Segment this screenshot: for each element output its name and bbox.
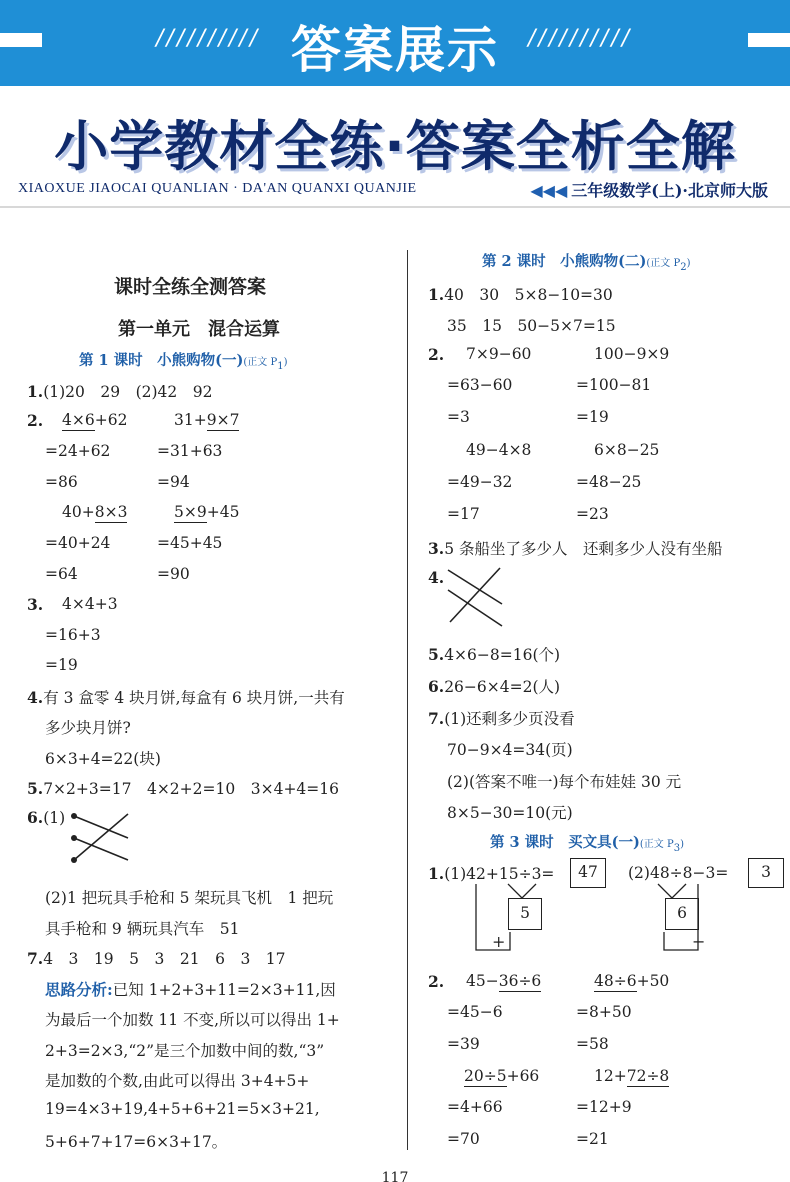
- analysis-line5: 19=4×3+19,4+5+6+21=5×3+21,: [45, 1100, 320, 1118]
- left-q6-line2: 具手枪和 9 辆玩具汽车 51: [45, 920, 240, 938]
- left-q2-expr4: [174, 503, 239, 521]
- left-q6: [27, 808, 65, 827]
- right-q7-line3: (2)(答案不唯一)每个布娃娃 30 元: [447, 773, 682, 791]
- left-q2-step: =31+63: [157, 442, 223, 460]
- left-q5: [27, 777, 339, 799]
- right-q3: [428, 537, 722, 559]
- right-q2-step: =63−60: [447, 376, 513, 394]
- right-l3-q2-step: =45−6: [447, 1003, 503, 1021]
- right-q1-line2: 35 15 50−5×7=15: [447, 317, 616, 335]
- left-q4: [27, 686, 345, 708]
- intermediate-box: 6: [665, 898, 699, 930]
- right-l3-q2-step: =8+50: [576, 1003, 632, 1021]
- left-q2-step: =94: [157, 473, 190, 491]
- left-q7: [27, 947, 286, 969]
- expr-part: 45−: [466, 972, 499, 990]
- right-q2-step: =3: [447, 408, 470, 426]
- left-q3-step: 4×4+3: [62, 595, 118, 613]
- expr-part: (1)42+15÷3=: [444, 865, 555, 883]
- right-l3-q2-number: 2.: [428, 972, 445, 991]
- expr-part: +50: [636, 972, 670, 990]
- question-number: 1.: [428, 864, 445, 883]
- question-number: 5.: [428, 645, 445, 664]
- right-l3-q2-step: =4+66: [447, 1098, 503, 1116]
- left-q2-step: =86: [45, 473, 78, 491]
- right-q2-step: =17: [447, 505, 480, 523]
- left-q2-step: =90: [157, 565, 190, 583]
- right-l3-q2-step: =70: [447, 1130, 480, 1148]
- lesson-3-heading: [490, 831, 684, 854]
- question-number: 7.: [428, 709, 445, 728]
- question-number: 7.: [27, 949, 44, 968]
- left-q3-number: 3.: [27, 595, 44, 614]
- right-q7-line4: 8×5−30=10(元): [447, 804, 573, 822]
- left-q2-step: =64: [45, 565, 78, 583]
- answer-banner: [0, 0, 790, 86]
- result-box: 3: [748, 858, 784, 888]
- lesson-2-ref-page: 2: [680, 261, 687, 273]
- page-number: 117: [381, 1170, 409, 1182]
- right-l3-q2-step: =39: [447, 1035, 480, 1053]
- left-q2-expr3: [62, 503, 127, 521]
- operator-minus: −: [692, 932, 706, 951]
- lesson-2-ref: (正文 P: [646, 258, 681, 269]
- lesson-1-ref: (正文 P: [243, 357, 278, 368]
- analysis-line6: 5+6+7+17=6×3+17。: [45, 1133, 228, 1151]
- header-divider: [0, 206, 790, 208]
- answer-text: 4×6−8=16(个): [444, 646, 561, 664]
- right-l3-q1-part2: (2)48÷8−3=: [628, 864, 729, 882]
- banner-left-slashes: //////////: [156, 26, 261, 51]
- left-q2-step: =45+45: [157, 534, 223, 552]
- right-q5: [428, 643, 560, 665]
- question-number: 6.: [27, 808, 44, 827]
- right-q2-step: =48−25: [576, 473, 642, 491]
- right-q1: [428, 283, 613, 305]
- right-q7: [428, 707, 575, 729]
- right-q2-step: =49−32: [447, 473, 513, 491]
- expr-part: 12+: [594, 1067, 627, 1085]
- left-q2-number: 2.: [27, 411, 44, 430]
- right-q4-number: 4.: [428, 568, 445, 587]
- underlined-step: 48÷6: [594, 972, 637, 990]
- answer-text: 7×2+3=17 4×2+2=10 3×4+4=16: [43, 780, 339, 798]
- right-l3-q2-expr2: [594, 972, 669, 990]
- underlined-step: 72÷8: [626, 1067, 670, 1085]
- underlined-step: 8×3: [94, 503, 128, 521]
- left-q2-expr1: [62, 411, 127, 429]
- expr-part: +62: [94, 411, 128, 429]
- question-number: 1.: [27, 382, 44, 401]
- underlined-step: 36÷6: [498, 972, 542, 990]
- grade-label: [530, 178, 768, 201]
- analysis-line2: 为最后一个加数 11 不变,所以可以得出 1+: [45, 1011, 340, 1029]
- right-l3-q2-step: =58: [576, 1035, 609, 1053]
- question-number: 5.: [27, 779, 44, 798]
- right-q2-step: 7×9−60: [466, 345, 532, 363]
- expr-part: 31+: [174, 411, 207, 429]
- right-q7-line2: 70−9×4=34(页): [447, 741, 573, 759]
- unit-title: 第一单元 混合运算: [118, 319, 280, 340]
- left-q2-step: =24+62: [45, 442, 111, 460]
- right-q2-number: 2.: [428, 345, 445, 364]
- banner-title: 答案展示: [291, 21, 499, 79]
- lesson-2-ref-end: ): [686, 258, 691, 269]
- right-l3-q2-step: =21: [576, 1130, 609, 1148]
- analysis-line4: 是加数的个数,由此可以得出 3+4+5+: [45, 1072, 310, 1090]
- right-l3-q2-step: =12+9: [576, 1098, 632, 1116]
- left-q4-line2: 多少块月饼?: [45, 719, 131, 737]
- underlined-step: 5×9: [174, 503, 207, 521]
- book-title: 小学教材全练·答案全析全解: [54, 115, 736, 178]
- left-q2-expr2: [174, 411, 239, 429]
- column-divider: [407, 250, 408, 1150]
- result-box: 47: [570, 858, 606, 888]
- lesson-3-title: 第 3 课时 买文具(一): [490, 834, 640, 851]
- answer-text: 40 30 5×8−10=30: [444, 286, 613, 304]
- matching-lines-drawing: [446, 566, 506, 628]
- left-q1: [27, 380, 213, 402]
- left-q3-step: =19: [45, 656, 78, 674]
- lesson-2-heading: [482, 250, 691, 273]
- banner-right-slashes: //////////: [528, 26, 633, 51]
- answer-text: 5 条船坐了多少人 还剩多少人没有坐船: [444, 540, 723, 558]
- right-q6: [428, 675, 560, 697]
- lesson-1-ref-end: ): [283, 357, 288, 368]
- right-l3-q1: [428, 864, 554, 883]
- matching-lines-drawing: [66, 808, 140, 870]
- analysis-line1: [45, 978, 336, 1000]
- right-q2-step: 49−4×8: [466, 441, 532, 459]
- right-q2-step: =19: [576, 408, 609, 426]
- analysis-line3: 2+3=2×3,“2”是三个加数中间的数,“3”: [45, 1042, 325, 1060]
- lesson-1-title: 第 1 课时 小熊购物(一): [79, 352, 244, 369]
- intermediate-box: 5: [508, 898, 542, 930]
- right-l3-q2-expr1: [466, 972, 541, 990]
- underlined-step: 20÷5: [464, 1067, 507, 1085]
- lesson-2-title: 第 2 课时 小熊购物(二): [482, 253, 647, 270]
- lesson-1-ref-page: 1: [277, 360, 284, 372]
- answer-text: (1)还剩多少页没看: [444, 710, 575, 728]
- expr-part: 40+: [62, 503, 95, 521]
- expr-part: +45: [206, 503, 240, 521]
- right-l3-q2-expr4: [594, 1067, 669, 1085]
- left-q6-line1: (2)1 把玩具手枪和 5 架玩具飞机 1 把玩: [45, 889, 334, 907]
- lesson-3-ref-page: 3: [673, 842, 681, 854]
- answer-text: (1)20 29 (2)42 92: [43, 383, 213, 401]
- book-pinyin: XIAOXUE JIAOCAI QUANLIAN · DA'AN QUANXI QUANJIE: [18, 181, 417, 196]
- left-q4-line3: 6×3+4=22(块): [45, 750, 161, 768]
- question-number: 3.: [428, 539, 445, 558]
- lesson-3-ref-end: ): [680, 839, 684, 850]
- banner-right-bar: [748, 33, 790, 47]
- left-q2-step: =40+24: [45, 534, 111, 552]
- answer-text: (1): [43, 809, 66, 827]
- underlined-step: 4×6: [62, 411, 95, 429]
- right-q2-step: 6×8−25: [594, 441, 660, 459]
- lesson-3-ref: (正文 P: [639, 839, 674, 850]
- operator-plus: +: [492, 932, 506, 951]
- right-q2-step: =23: [576, 505, 609, 523]
- answer-text: 4 3 19 5 3 21 6 3 17: [43, 950, 286, 968]
- triple-arrow-icon: ◀◀◀: [530, 181, 568, 200]
- question-number: 1.: [428, 285, 445, 304]
- right-l3-q2-expr3: [464, 1067, 539, 1085]
- answer-text: 有 3 盒零 4 块月饼,每盒有 6 块月饼,一共有: [43, 689, 345, 707]
- question-number: 6.: [428, 677, 445, 696]
- answers-main-title: 课时全练全测答案: [114, 276, 267, 298]
- question-number: 4.: [27, 688, 44, 707]
- answer-text: 26−6×4=2(人): [444, 678, 561, 696]
- underlined-step: 9×7: [206, 411, 240, 429]
- expr-part: +66: [506, 1067, 540, 1085]
- left-q3-step: =16+3: [45, 626, 101, 644]
- lesson-1-heading: [79, 349, 288, 372]
- analysis-text: 已知 1+2+3+11=2×3+11,因: [112, 981, 336, 999]
- right-q2-step: =100−81: [576, 376, 652, 394]
- right-q2-step: 100−9×9: [594, 345, 670, 363]
- analysis-label: 思路分析:: [45, 980, 113, 999]
- grade-text: 三年级数学(上)·北京师大版: [571, 181, 768, 200]
